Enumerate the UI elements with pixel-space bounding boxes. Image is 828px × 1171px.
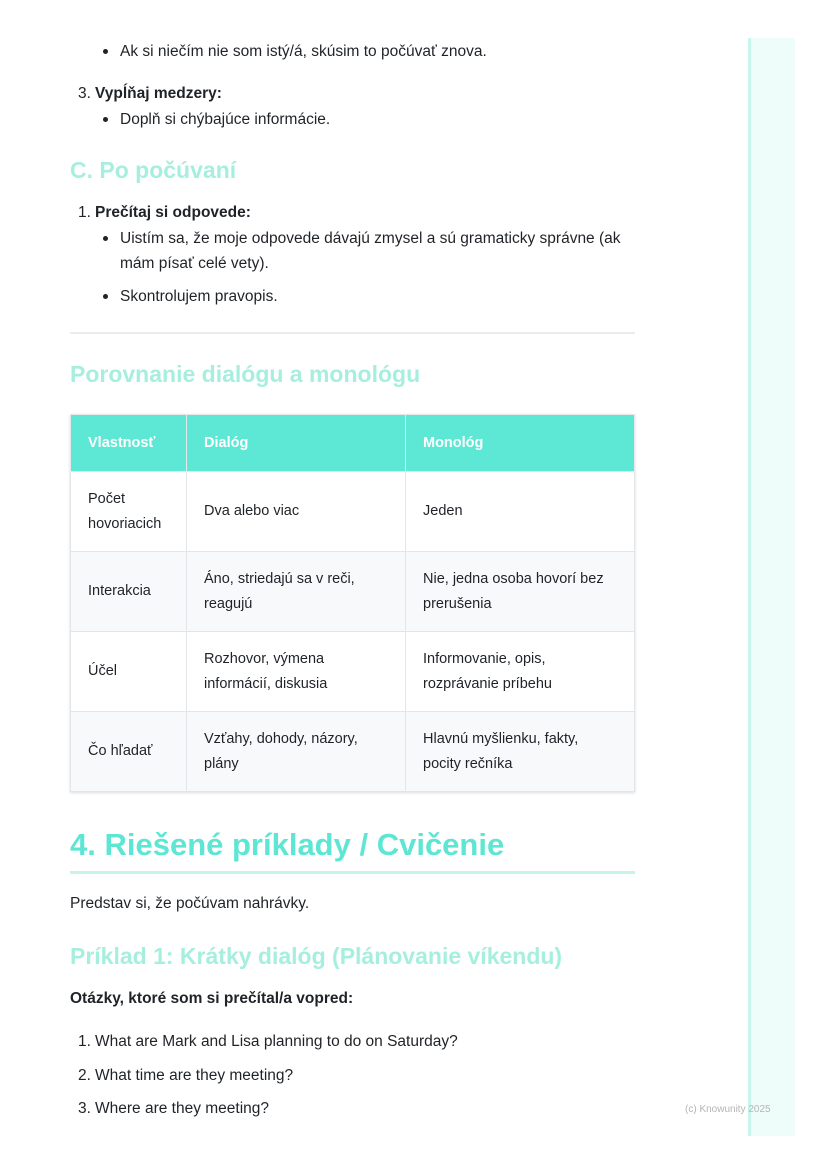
list-item: Skontrolujem pravopis. bbox=[70, 284, 635, 309]
question-text: Where are they meeting? bbox=[95, 1100, 270, 1117]
intro-text: Predstav si, že počúvam nahrávky. bbox=[70, 895, 310, 912]
numbered-item-1 bbox=[70, 201, 660, 225]
item-number: 2. bbox=[78, 1067, 91, 1084]
item-number: 3. bbox=[78, 85, 91, 102]
heading-underline bbox=[70, 871, 635, 874]
comparison-table bbox=[70, 414, 635, 792]
table-cell: Informovanie, opis, rozprávanie príbehu bbox=[406, 632, 635, 712]
question-item bbox=[70, 1097, 660, 1121]
question-text: What time are they meeting? bbox=[95, 1067, 294, 1084]
item-number: 3. bbox=[78, 1100, 91, 1117]
question-item bbox=[70, 1030, 660, 1054]
table-cell: Čo hľadať bbox=[71, 712, 187, 792]
table-row bbox=[71, 712, 635, 792]
table-cell: Rozhovor, výmena informácií, diskusia bbox=[187, 632, 406, 712]
watermark: (c) Knowunity 2025 bbox=[685, 1104, 771, 1115]
column-header: Vlastnosť bbox=[71, 415, 187, 472]
item-number: 1. bbox=[78, 1033, 91, 1050]
example-1-heading: Príklad 1: Krátky dialóg (Plánovanie víkendu) bbox=[70, 943, 563, 969]
list-item: Uistím sa, že moje odpovede dávajú zmysel a sú gramaticky správne (ak mám písať celé vety). bbox=[70, 226, 635, 276]
table-header-row bbox=[71, 415, 635, 472]
table-cell: Počet hovoriacich bbox=[71, 472, 187, 552]
table-row bbox=[71, 632, 635, 712]
table-cell: Áno, striedajú sa v reči, reagujú bbox=[187, 552, 406, 632]
table-row bbox=[71, 472, 635, 552]
item-number: 1. bbox=[78, 204, 91, 221]
column-header: Dialóg bbox=[187, 415, 406, 472]
item-title: Vypĺňaj medzery: bbox=[95, 85, 222, 102]
numbered-item-3 bbox=[70, 82, 660, 106]
comparison-heading: Porovnanie dialógu a monológu bbox=[70, 361, 421, 387]
item-title: Prečítaj si odpovede: bbox=[95, 204, 251, 221]
table-row bbox=[71, 552, 635, 632]
section-c-heading: C. Po počúvaní bbox=[70, 157, 237, 183]
bullet-list bbox=[70, 39, 635, 64]
table-cell: Účel bbox=[71, 632, 187, 712]
table-cell: Jeden bbox=[406, 472, 635, 552]
side-decoration-band bbox=[748, 38, 795, 1136]
questions-label: Otázky, ktoré som si prečítal/a vopred: bbox=[70, 990, 354, 1007]
table-cell: Interakcia bbox=[71, 552, 187, 632]
question-item bbox=[70, 1064, 660, 1088]
question-text: What are Mark and Lisa planning to do on Saturday? bbox=[95, 1033, 458, 1050]
column-header: Monológ bbox=[406, 415, 635, 472]
bullet-list bbox=[70, 107, 635, 132]
section-4-heading: 4. Riešené príklady / Cvičenie bbox=[70, 827, 505, 862]
bullet-list bbox=[70, 226, 635, 309]
table-cell: Nie, jedna osoba hovorí bez prerušenia bbox=[406, 552, 635, 632]
table-cell: Vzťahy, dohody, názory, plány bbox=[187, 712, 406, 792]
list-item: Ak si niečím nie som istý/á, skúsim to počúvať znova. bbox=[70, 39, 635, 64]
divider bbox=[70, 332, 635, 334]
list-item: Doplň si chýbajúce informácie. bbox=[70, 107, 635, 132]
table-cell: Dva alebo viac bbox=[187, 472, 406, 552]
table-cell: Hlavnú myšlienku, fakty, pocity rečníka bbox=[406, 712, 635, 792]
